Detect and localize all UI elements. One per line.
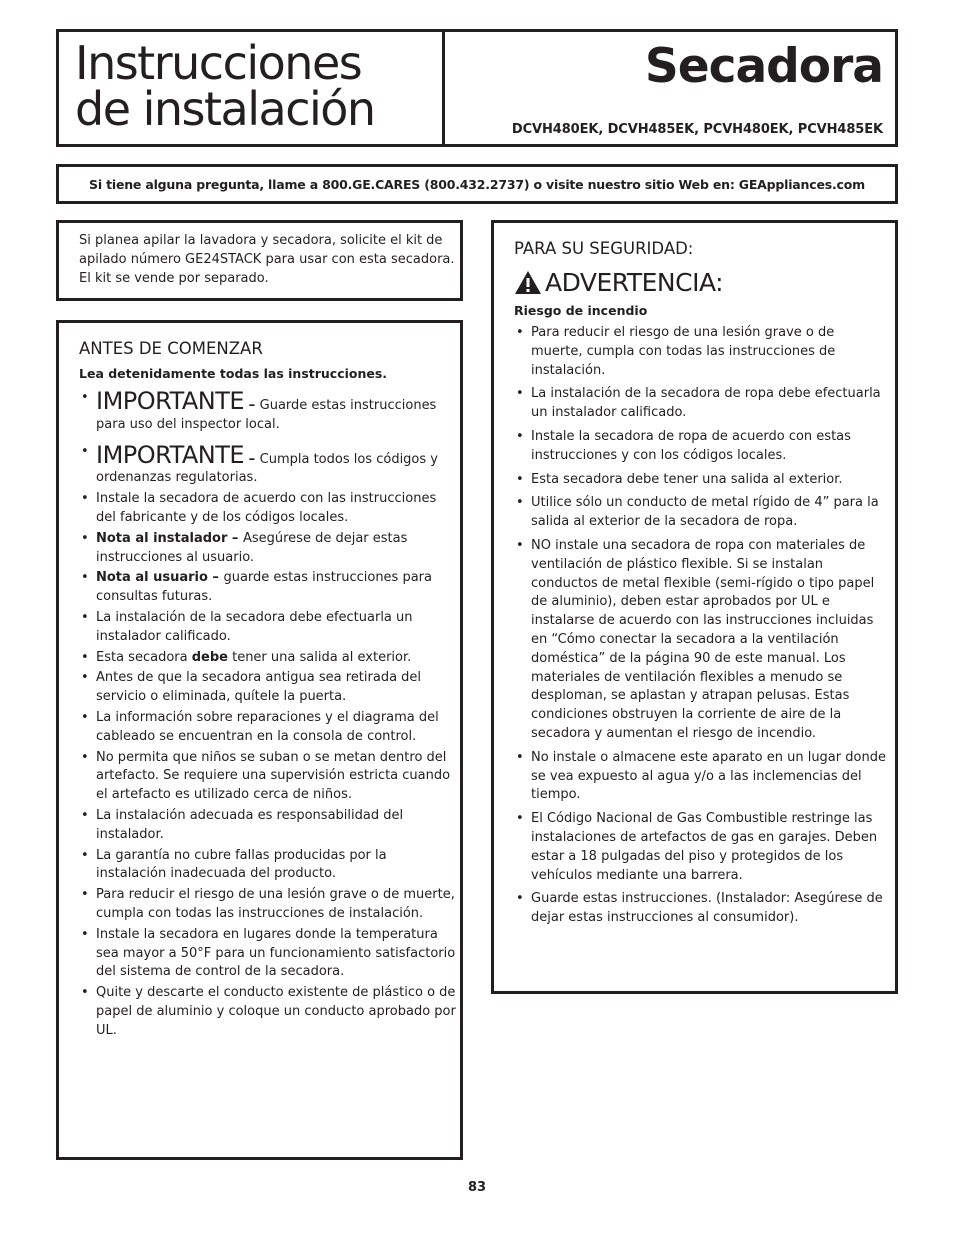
important-text: Guarde estas instrucciones para uso del inspector local. xyxy=(96,398,437,432)
exhaust-text-post: tener una salida al exterior. xyxy=(227,649,412,665)
list-item: • Esta secadora debe tener una salida al exterior. xyxy=(514,471,889,490)
section-heading: ANTES DE COMENZAR xyxy=(79,339,263,358)
list-item xyxy=(79,649,457,668)
important-label: IMPORTANTE xyxy=(96,387,245,415)
before-you-begin-section xyxy=(56,320,463,1160)
list-item: • Instale la secadora de acuerdo con las instrucciones del fabricante y de los códigos locales. xyxy=(79,490,457,528)
stacking-kit-note xyxy=(56,220,463,301)
important-dash: – xyxy=(244,451,260,467)
warning-banner xyxy=(514,268,889,297)
list-item: • La instalación de la secadora debe efectuarla un instalador calificado. xyxy=(79,609,457,647)
safety-list xyxy=(514,324,889,928)
page-number: 83 xyxy=(467,1180,487,1195)
important-label: IMPORTANTE xyxy=(96,440,245,469)
warning-triangle-icon xyxy=(514,270,542,295)
list-item: • Instale la secadora en lugares donde la temperatura sea mayor a 50°F para un funcionamiento satisfactorio del sistema de control de la secadora. xyxy=(79,926,457,982)
before-list xyxy=(79,389,457,1041)
safety-section xyxy=(491,220,898,994)
model-numbers: DCVH480EK, DCVH485EK, PCVH480EK, PCVH485EK xyxy=(511,122,883,137)
important-dash: – xyxy=(244,398,260,413)
list-item: • La instalación adecuada es responsabilidad del instalador. xyxy=(79,807,457,845)
list-item xyxy=(79,569,457,607)
installer-note-label: Nota al instalador – xyxy=(96,530,243,546)
stacking-kit-text: Si planea apilar la lavadora y secadora, solicite el kit de apilado número GE24STACK para usar con esta secadora. El kit se vende por separado. xyxy=(79,233,455,286)
list-item: • Para reducir el riesgo de una lesión grave o de muerte, cumpla con todas las instrucciones de instalación. xyxy=(514,324,889,380)
list-item: • Antes de que la secadora antigua sea retirada del servicio o eliminada, quítele la puerta. xyxy=(79,669,457,707)
list-item: • Quite y descarte el conducto existente de plástico o de papel de aluminio y coloque un conducto aprobado por UL. xyxy=(79,984,457,1040)
title-header xyxy=(56,29,898,147)
list-item: • La garantía no cubre fallas producidas por la instalación inadecuada del producto. xyxy=(79,847,457,885)
warning-label: ADVERTENCIA: xyxy=(545,268,724,297)
header-divider xyxy=(442,32,445,144)
title-line-1: Instrucciones xyxy=(75,36,362,90)
user-note-text: guarde estas instrucciones para consultas futuras. xyxy=(96,570,432,605)
list-item: • Para reducir el riesgo de una lesión grave o de muerte, cumpla con todas las instrucciones de instalación. xyxy=(79,886,457,924)
title-line-2: de instalación xyxy=(75,82,375,136)
user-note-label: Nota al usuario – xyxy=(96,570,224,586)
important-text: Cumpla todos los códigos y ordenanzas regulatorias. xyxy=(96,451,438,486)
list-item: • Instale la secadora de ropa de acuerdo con estas instrucciones y con los códigos locales. xyxy=(514,428,889,466)
section-subheading: Lea detenidamente todas las instrucciones. xyxy=(79,366,388,381)
product-title: Secadora xyxy=(644,39,883,94)
contact-text: Si tiene alguna pregunta, llame a 800.GE.CARES (800.432.2737) o visite nuestro sitio Web en: GEAppliances.com xyxy=(89,177,865,192)
list-item: • La instalación de la secadora de ropa debe efectuarla un instalador calificado. xyxy=(514,385,889,423)
risk-label: Riesgo de incendio xyxy=(514,303,648,318)
list-item xyxy=(79,530,457,568)
list-item: • Utilice sólo un conducto de metal rígido de 4” para la salida al exterior de la secadora de ropa. xyxy=(514,494,889,532)
list-item: • No instale o almacene este aparato en un lugar donde se vea expuesto al agua y/o a las inclemencias del tiempo. xyxy=(514,749,889,805)
safety-heading: PARA SU SEGURIDAD: xyxy=(514,239,694,258)
list-item xyxy=(79,440,457,489)
list-item: • Guarde estas instrucciones. (Instalador: Asegúrese de dejar estas instrucciones al consumidor). xyxy=(514,890,889,928)
document-title xyxy=(75,36,375,136)
contact-banner xyxy=(56,164,898,204)
list-item: • La información sobre reparaciones y el diagrama del cableado se encuentran en la consola de control. xyxy=(79,709,457,747)
list-item xyxy=(79,389,457,435)
list-item: • El Código Nacional de Gas Combustible restringe las instalaciones de artefactos de gas en garajes. Deben estar a 18 pulgadas del piso y protegidos de los vehículos mediante una barrera. xyxy=(514,810,889,885)
list-item: • NO instale una secadora de ropa con materiales de ventilación de plástico flexible. Si se instalan conductos de metal flexible (semi-rígido o tipo papel de aluminio), deben estar aprobados por UL e instalarse de acuerdo con las instrucciones incluidas en “Cómo conectar la secadora a la ventilación doméstica” de la página 90 de este manual. Los materiales de ventilación flexibles a menudo se desploman, se aplastan y atrapan pelusas. Estas condiciones obstruyen la corriente de aire de la secadora y aumentan el riesgo de incendio. xyxy=(514,537,889,744)
exhaust-text-pre: Esta secadora xyxy=(96,649,192,665)
installer-note-text: Asegúrese de dejar estas instrucciones al usuario. xyxy=(96,530,408,565)
list-item: • No permita que niños se suban o se metan dentro del artefacto. Se requiere una supervisión estricta cuando el artefacto es utilizado cerca de niños. xyxy=(79,749,457,805)
exhaust-text-bold: debe xyxy=(191,649,228,665)
